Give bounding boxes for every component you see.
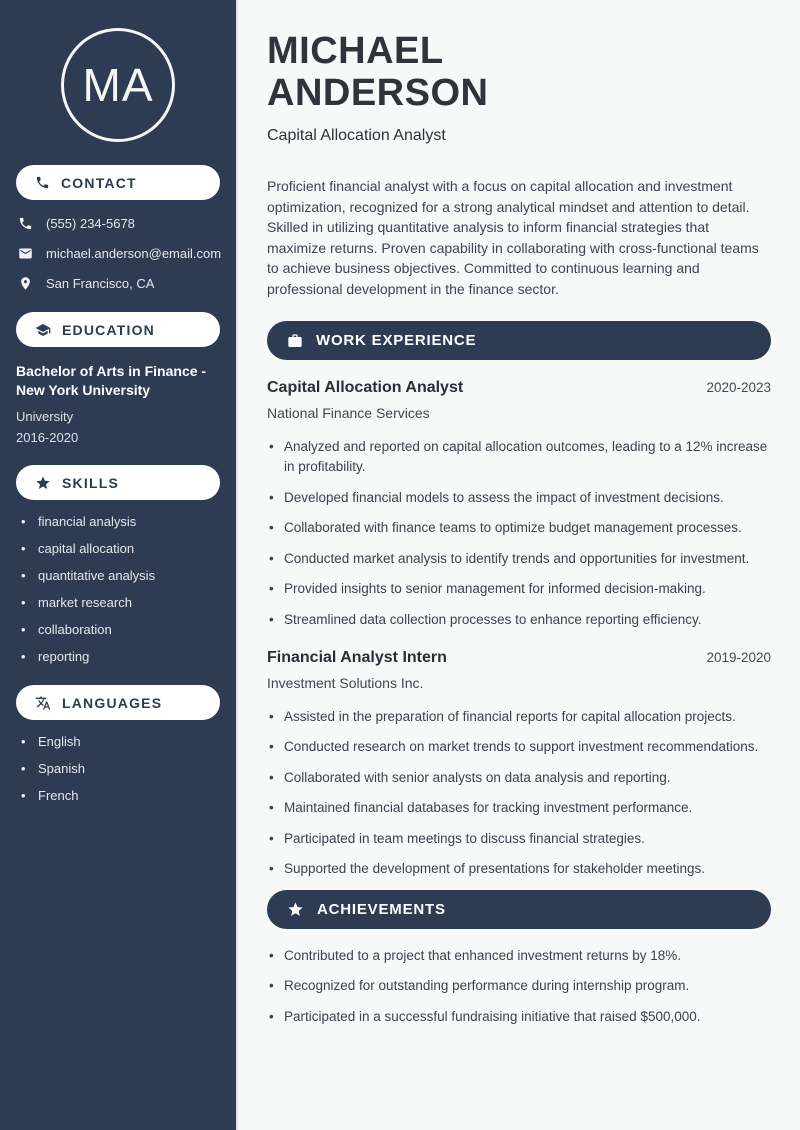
job-title-subheading: Capital Allocation Analyst xyxy=(267,127,446,144)
achievements-list xyxy=(267,946,771,1027)
language-item: • English xyxy=(18,734,222,749)
briefcase-icon xyxy=(287,333,303,349)
achievement-bullet: • Contributed to a project that enhanced investment returns by 18%. xyxy=(267,946,771,966)
education-degree: Bachelor of Arts in Finance - New York University xyxy=(16,363,207,398)
sidebar xyxy=(0,0,238,1130)
job-bullet: • Developed financial models to assess the impact of investment decisions. xyxy=(267,488,771,508)
education-header-label: EDUCATION xyxy=(62,321,155,338)
star-icon xyxy=(35,475,51,491)
job-company: Investment Solutions Inc. xyxy=(267,674,424,691)
achievements-section-header xyxy=(267,890,771,929)
education-entry xyxy=(0,362,236,445)
job-company: National Finance Services xyxy=(267,405,430,421)
skill-item: • capital allocation xyxy=(18,541,222,556)
skills-list xyxy=(0,514,236,664)
job-dates: 2020-2023 xyxy=(706,380,771,395)
job-header xyxy=(267,379,771,397)
job-title: Financial Analyst Intern xyxy=(267,648,447,666)
job-bullet: • Assisted in the preparation of financial reports for capital allocation projects. xyxy=(267,707,771,727)
job-bullet: • Collaborated with finance teams to optimize budget management processes. xyxy=(267,518,771,538)
job-dates: 2019-2020 xyxy=(706,649,771,665)
job-bullet: • Conducted research on market trends to support investment recommendations. xyxy=(267,737,771,757)
achievement-bullet: • Recognized for outstanding performance during internship program. xyxy=(267,976,771,996)
graduation-cap-icon xyxy=(35,322,51,338)
phone-icon xyxy=(18,216,33,231)
job-entry xyxy=(267,649,771,880)
education-section-header xyxy=(16,312,220,347)
job-bullet: • Analyzed and reported on capital allocation outcomes, leading to a 12% increase in profitability. xyxy=(267,437,771,477)
job-title: Capital Allocation Analyst xyxy=(267,379,464,396)
work-experience-section-header xyxy=(267,321,771,360)
contact-item-location xyxy=(18,275,222,291)
languages-section-header xyxy=(16,685,220,720)
skill-item: • reporting xyxy=(18,649,222,664)
job-entry xyxy=(267,379,771,630)
star-icon xyxy=(287,901,304,918)
skills-header-label: SKILLS xyxy=(62,474,119,491)
achievements-header-label: ACHIEVEMENTS xyxy=(317,900,446,918)
contact-location-text: San Francisco, CA xyxy=(46,275,155,291)
job-bullet: • Collaborated with senior analysts on data analysis and reporting. xyxy=(267,768,771,788)
contact-section-header xyxy=(16,165,220,200)
job-bullet-list xyxy=(267,707,771,880)
skill-item: • financial analysis xyxy=(18,514,222,529)
skill-item: • quantitative analysis xyxy=(18,568,222,583)
avatar xyxy=(61,28,175,142)
contact-list xyxy=(0,215,236,291)
job-bullet: • Supported the development of presentations for stakeholder meetings. xyxy=(267,859,771,879)
work-experience-header-label: WORK EXPERIENCE xyxy=(316,332,477,349)
education-institution: University xyxy=(16,409,74,424)
main-content xyxy=(238,0,800,1130)
job-bullet: • Streamlined data collection processes to enhance reporting efficiency. xyxy=(267,610,771,630)
language-item: • French xyxy=(18,788,222,803)
contact-phone-text: (555) 234-5678 xyxy=(46,215,135,231)
avatar-initials: MA xyxy=(82,59,154,111)
location-icon xyxy=(18,276,33,291)
contact-email-text: michael.anderson@email.com xyxy=(46,245,222,261)
skills-section-header xyxy=(16,465,220,500)
job-bullet: • Maintained financial databases for tracking investment performance. xyxy=(267,798,771,818)
job-bullet: • Conducted market analysis to identify trends and opportunities for investment. xyxy=(267,549,771,569)
education-years: 2016-2020 xyxy=(16,430,79,445)
professional-summary: Proficient financial analyst with a focus on capital allocation and investment optimization, recognized for a strong analytical mindset and attention to detail. Skilled in utilizing quantitative analysis to inform financial strategies that maximize returns. Proven capability in collaborating with cross-functional teams to achieve business objectives. Committed to continuous learning and professional development in the finance sector. xyxy=(267,178,759,297)
contact-header-label: CONTACT xyxy=(61,174,137,191)
translate-icon xyxy=(35,695,51,711)
job-bullet: • Participated in team meetings to discuss financial strategies. xyxy=(267,829,771,849)
page-title: MICHAEL ANDERSON xyxy=(267,30,489,114)
achievement-bullet: • Participated in a successful fundraising initiative that raised $500,000. xyxy=(267,1007,771,1027)
phone-icon xyxy=(35,175,50,190)
languages-list xyxy=(0,734,236,803)
mail-icon xyxy=(18,246,33,261)
job-bullet: • Provided insights to senior management for informed decision-making. xyxy=(267,579,771,599)
contact-item-phone xyxy=(18,215,222,231)
skill-item: • market research xyxy=(18,595,222,610)
languages-header-label: LANGUAGES xyxy=(62,694,163,711)
language-item: • Spanish xyxy=(18,761,222,776)
job-header xyxy=(267,649,771,667)
contact-item-email xyxy=(18,245,222,261)
job-bullet-list xyxy=(267,437,771,630)
skill-item: • collaboration xyxy=(18,622,222,637)
